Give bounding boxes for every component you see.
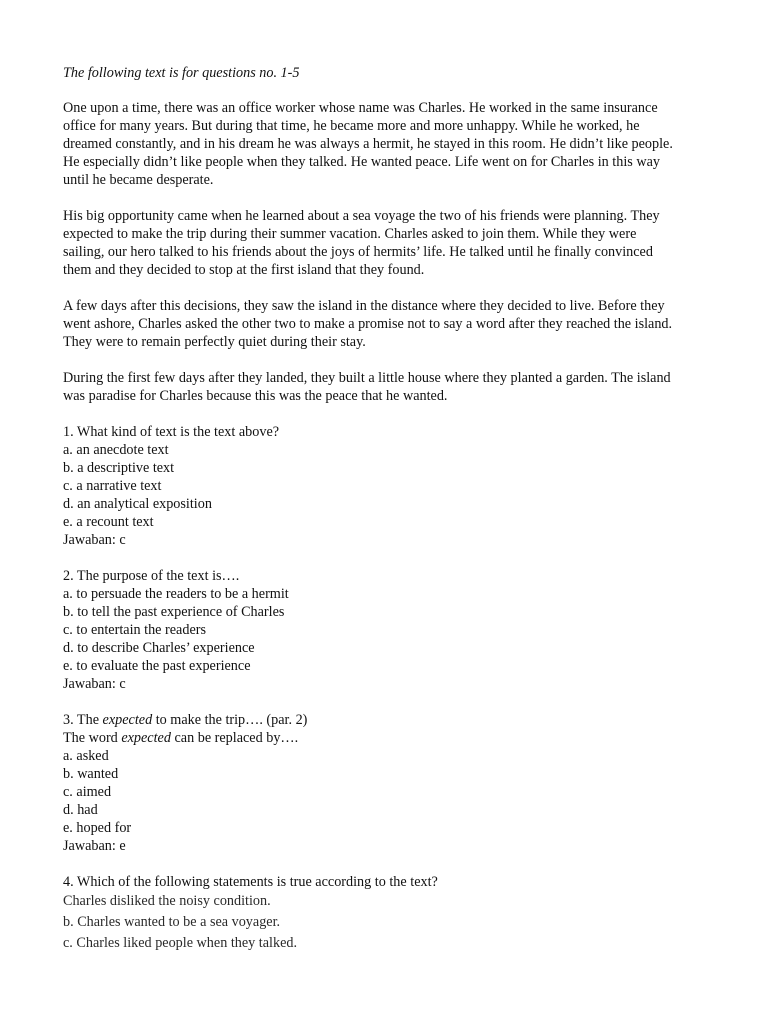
answer-option: e. a recount text (63, 514, 154, 530)
emphasized-word: expected (102, 712, 153, 728)
answer-option: b. Charles wanted to be a sea voyager. (63, 914, 281, 930)
answer-option: a. asked (63, 748, 109, 764)
passage-line: One upon a time, there was an office worker whose name was Charles. He worked in the same insurance (63, 100, 658, 116)
passage-line: dreamed constantly, and in his dream he was always a hermit, he stayed in this room. He didn’t like people. (63, 136, 673, 152)
passage-line: His big opportunity came when he learned about a sea voyage the two of his friends were planning. They (63, 208, 660, 224)
answer-option: c. Charles liked people when they talked. (63, 935, 298, 951)
passage-line: expected to make the trip during their summer vacation. Charles asked to join them. While they were (63, 226, 637, 242)
answer-key: Jawaban: e (63, 838, 126, 854)
question-text-part: to make the trip…. (par. 2) (152, 712, 308, 728)
question-3 (63, 711, 723, 855)
passage-line: went ashore, Charles asked the other two to make a promise not to say a word after they reached the island. (63, 316, 673, 332)
passage-line: A few days after this decisions, they saw the island in the distance where they decided to live. Before they (63, 298, 665, 314)
document-page (63, 64, 723, 972)
question-text-part: 3. The (63, 712, 103, 728)
answer-option: c. aimed (63, 784, 112, 800)
answer-option: d. an analytical exposition (63, 496, 212, 512)
answer-option: a. to persuade the readers to be a hermit (63, 586, 289, 602)
answer-option: Charles disliked the noisy condition. (63, 893, 271, 909)
answer-option: c. to entertain the readers (63, 622, 206, 638)
answer-option: b. to tell the past experience of Charles (63, 604, 285, 620)
passage-line: was paradise for Charles because this was the peace that he wanted. (63, 388, 448, 404)
answer-option: b. a descriptive text (63, 460, 175, 476)
passage-line: sailing, our hero talked to his friends about the joys of hermits’ life. He talked until he finally convinced (63, 244, 653, 260)
question-text (63, 711, 723, 729)
passage-paragraph-2 (63, 207, 723, 279)
section-heading: The following text is for questions no. 1-5 (63, 65, 300, 81)
question-text: 2. The purpose of the text is…. (63, 568, 240, 584)
question-text-part: The word (63, 730, 122, 746)
question-text-part: can be replaced by…. (170, 730, 299, 746)
passage-line: He especially didn’t like people when they talked. He wanted peace. Life went on for Charles in this way (63, 154, 660, 170)
passage-line: They were to remain perfectly quiet during their stay. (63, 334, 366, 350)
answer-option: c. a narrative text (63, 478, 162, 494)
question-1 (63, 423, 723, 549)
answer-option: b. wanted (63, 766, 119, 782)
emphasized-word: expected (121, 730, 171, 746)
passage-line: office for many years. But during that time, he became more and more unhappy. While he worked, he (63, 118, 640, 134)
question-text: 4. Which of the following statements is true according to the text? (63, 874, 438, 890)
passage-paragraph-1 (63, 99, 723, 189)
answer-option: e. to evaluate the past experience (63, 658, 251, 674)
answer-option: a. an anecdote text (63, 442, 169, 458)
answer-key: Jawaban: c (63, 532, 126, 548)
passage-line: until he became desperate. (63, 172, 214, 188)
question-text (63, 729, 723, 747)
question-text: 1. What kind of text is the text above? (63, 424, 280, 440)
passage-paragraph-3 (63, 297, 723, 351)
answer-option: d. had (63, 802, 98, 818)
question-4 (63, 873, 723, 954)
passage-paragraph-4 (63, 369, 723, 405)
answer-option: e. hoped for (63, 820, 132, 836)
passage-line: them and they decided to stop at the first island that they found. (63, 262, 425, 278)
answer-option: d. to describe Charles’ experience (63, 640, 255, 656)
question-2 (63, 567, 723, 693)
passage-line: During the first few days after they landed, they built a little house where they planted a garden. The island (63, 370, 671, 386)
answer-key: Jawaban: c (63, 676, 126, 692)
